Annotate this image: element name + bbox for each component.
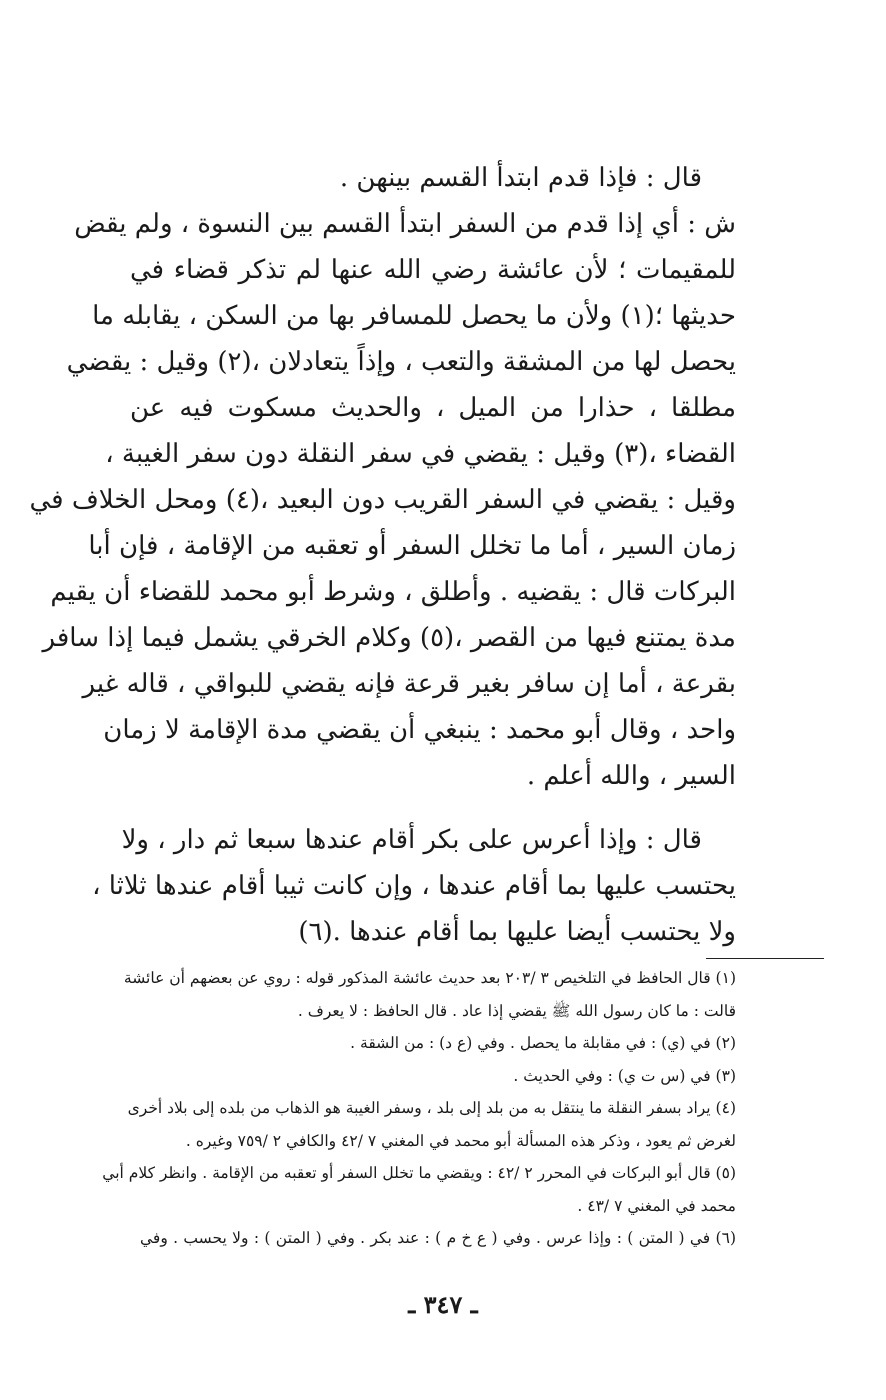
footnote-line: (١) قال الحافظ في التلخيص ٣ /٢٠٣ بعد حديث عائشة المذكور قوله : روي عن بعضهم أن عائشة bbox=[123, 969, 736, 987]
text-line: ولا يحتسب أيضا عليها بما أقام عندها .(٦) bbox=[298, 917, 736, 947]
text-line: حديثها ؛(١) ولأن ما يحصل للمسافر بها من السكن ، يقابله ما bbox=[92, 301, 736, 331]
text-line: قال : وإذا أعرس على بكر أقام عندها سبعا ثم دار ، ولا bbox=[121, 825, 702, 855]
text-line: ش : أي إذا قدم من السفر ابتدأ القسم بين النسوة ، ولم يقض bbox=[74, 209, 736, 239]
text-line: القضاء ،(٣) وقيل : يقضي في سفر النقلة دون سفر الغيبة ، bbox=[105, 439, 736, 469]
text-line: يحصل لها من المشقة والتعب ، وإذاً يتعادلان ،(٢) وقيل : يقضي bbox=[66, 347, 736, 377]
page-number: ـ ٣٤٧ ـ bbox=[408, 1290, 478, 1319]
text-line: البركات قال : يقضيه . وأطلق ، وشرط أبو محمد للقضاء أن يقيم bbox=[50, 577, 736, 607]
text-line: وقيل : يقضي في السفر القريب دون البعيد ،(٤) ومحل الخلاف في bbox=[29, 485, 736, 515]
text-line: يحتسب عليها بما أقام عندها ، وإن كانت ثيبا أقام عندها ثلاثا ، bbox=[92, 871, 736, 901]
footnote-line: لغرض ثم يعود ، وذكر هذه المسألة أبو محمد في المغني ٧ /٤٢ والكافي ٢ /٧٥٩ وغيره . bbox=[185, 1131, 736, 1150]
text-line: السير ، والله أعلم . bbox=[526, 761, 736, 791]
text-line: مدة يمتنع فيها من القصر ،(٥) وكلام الخرقي يشمل فيما إذا سافر bbox=[42, 623, 736, 653]
text-line: زمان السير ، أما ما تخلل السفر أو تعقبه من الإقامة ، فإن أبا bbox=[88, 531, 736, 561]
main-text bbox=[29, 155, 736, 955]
footnote-line: (٥) قال أبو البركات في المحرر ٢ /٤٢ : ويقضي ما تخلل السفر أو تعقبه من الإقامة . وانظر كلام أبي bbox=[102, 1164, 736, 1182]
footnote-line: (٦) في ( المتن ) : وإذا عرس . وفي ( ع خ م ) : عند بكر . وفي ( المتن ) : ولا يحسب . وفي bbox=[140, 1229, 736, 1247]
text-line: بقرعة ، أما إن سافر بغير قرعة فإنه يقضي للبواقي ، قاله غير bbox=[82, 669, 736, 699]
footnote-line: قالت : ما كان رسول الله ﷺ يقضي إذا عاد . قال الحافظ : لا يعرف . bbox=[297, 1001, 736, 1020]
footnote-separator bbox=[706, 958, 824, 959]
footnotes bbox=[102, 962, 736, 1255]
text-line: واحد ، وقال أبو محمد : ينبغي أن يقضي مدة الإقامة لا زمان bbox=[103, 715, 736, 745]
footnote-line: (٣) في (س ت ي) : وفي الحديث . bbox=[513, 1066, 736, 1085]
footnote-line: (٤) يراد بسفر النقلة ما ينتقل به من بلد إلى بلد ، وسفر الغيبة هو الذهاب من بلده إلى بلاد أخرى bbox=[127, 1099, 736, 1117]
text-line: مطلقا ، حذارا من الميل ، والحديث مسكوت فيه عن bbox=[130, 393, 736, 423]
footnote-line: محمد في المغني ٧ /٤٣ . bbox=[577, 1196, 736, 1215]
text-line: للمقيمات ؛ لأن عائشة رضي الله عنها لم تذكر قضاء في bbox=[130, 255, 736, 285]
footnote-line: (٢) في (ي) : في مقابلة ما يحصل . وفي (ع د) : من الشقة . bbox=[350, 1034, 736, 1052]
text-line: قال : فإذا قدم ابتدأ القسم بينهن . bbox=[339, 163, 702, 193]
